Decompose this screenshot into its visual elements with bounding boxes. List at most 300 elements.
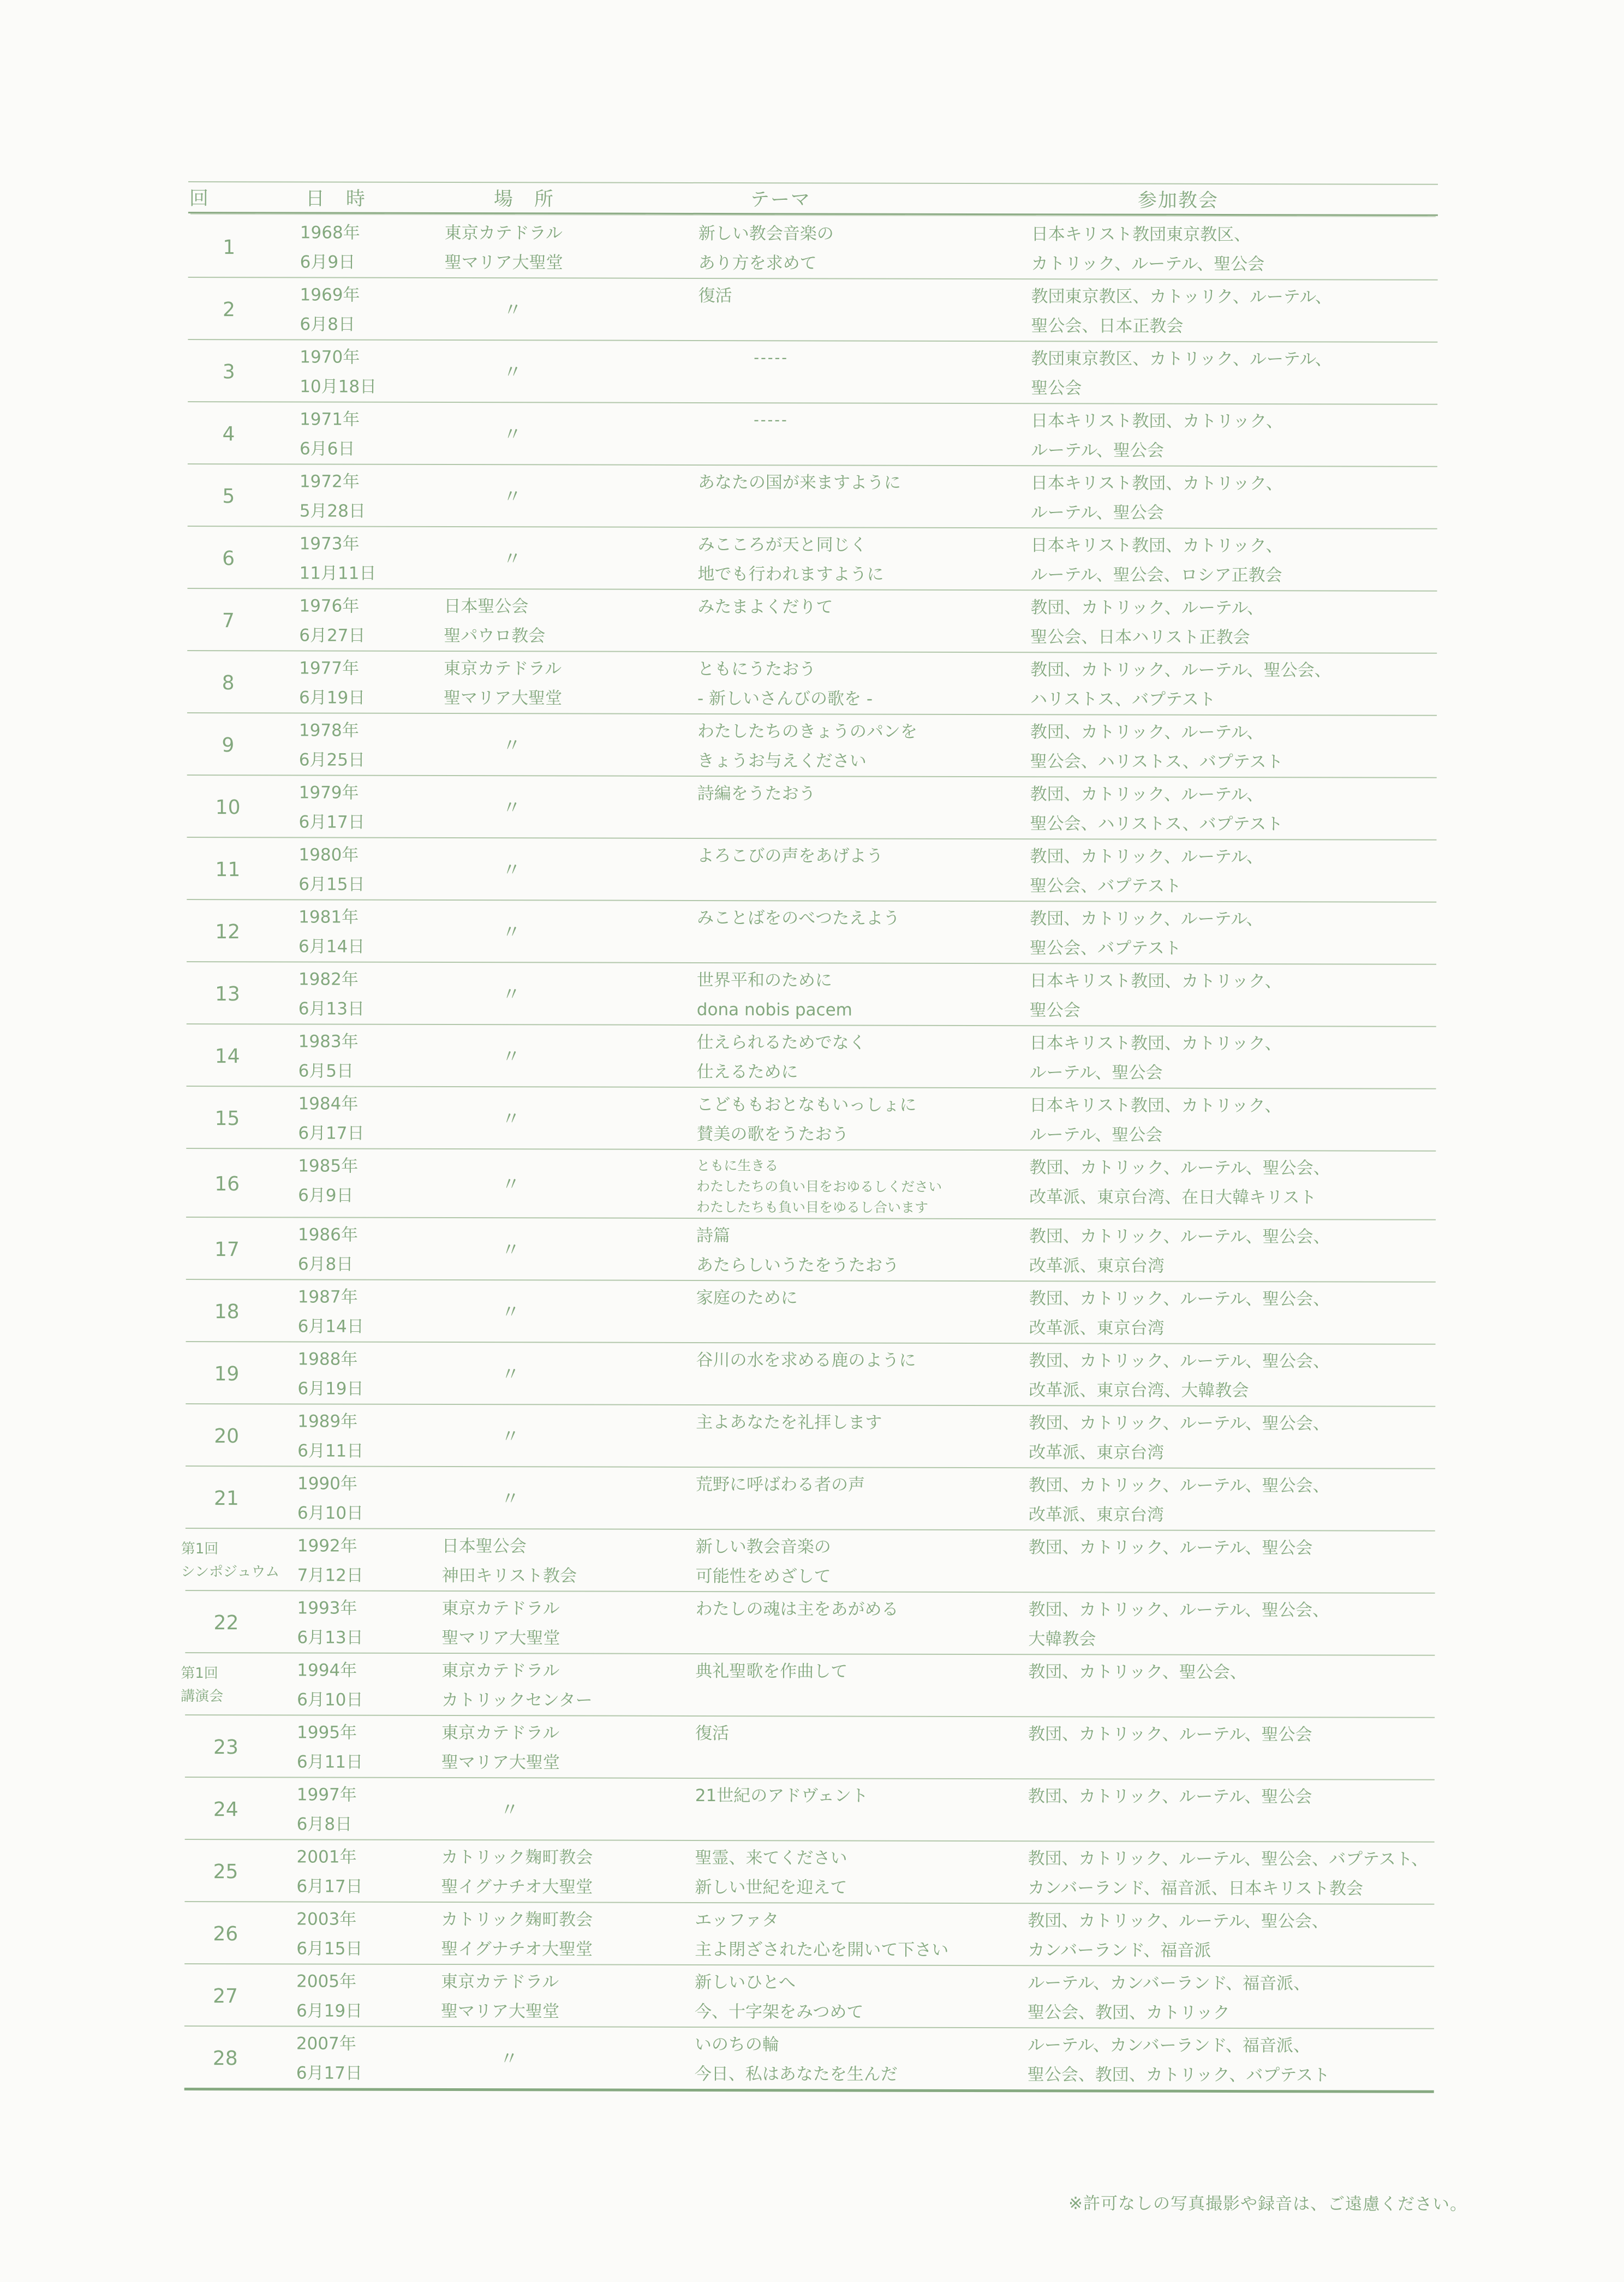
date-cell xyxy=(297,1593,441,1653)
round-number xyxy=(186,1172,268,1195)
cell-line: 詩篇 xyxy=(696,1225,730,1246)
cell-line: 教団、カトリック、ルーテル、聖公会、 xyxy=(1028,1475,1330,1496)
round-number-cell xyxy=(181,1531,297,1590)
cell-line: あり方を求めて xyxy=(698,253,817,273)
cell-line: 東京カテドラル xyxy=(441,1971,559,1992)
cell-line: 〃 xyxy=(503,361,522,384)
cell-line: みことばをのべつたえよう xyxy=(697,908,900,928)
cell-line: 谷川の水を求める鹿のように xyxy=(696,1350,916,1371)
cell-line: 14 xyxy=(214,1045,240,1068)
round-number xyxy=(188,547,270,569)
cell-line: 聖公会、日本正教会 xyxy=(1031,316,1184,336)
cell-line: 6月10日 xyxy=(297,1503,364,1523)
round-number-cell xyxy=(181,1655,297,1714)
cell-line: 日本キリスト教団、カトリック、 xyxy=(1029,971,1282,992)
cell-line: 〃 xyxy=(501,1239,520,1261)
place-cell xyxy=(444,529,697,589)
date-cell xyxy=(297,1718,441,1777)
cell-line: 〃 xyxy=(502,921,521,944)
cell-line: 6月14日 xyxy=(298,937,365,957)
cell-line: 24 xyxy=(213,1798,238,1821)
theme-cell xyxy=(695,1905,1028,1965)
date-cell xyxy=(296,1842,441,1902)
table-row xyxy=(186,1342,1435,1407)
place-cell xyxy=(443,1152,696,1218)
cell-line: 聖マリア大聖堂 xyxy=(444,252,563,273)
cell-line: 10月18日 xyxy=(300,377,377,397)
cell-line: 1972年 xyxy=(299,472,360,492)
participants-cell xyxy=(1031,468,1437,528)
theme-cell xyxy=(696,1532,1029,1592)
round-number-cell xyxy=(187,591,299,650)
theme-cell xyxy=(696,1152,1029,1218)
participants-cell xyxy=(1030,1028,1436,1088)
place-cell xyxy=(443,965,697,1024)
table-row xyxy=(186,1280,1436,1345)
table-row xyxy=(188,278,1437,343)
round-number-cell xyxy=(185,1718,297,1777)
cell-line: 東京カテドラル xyxy=(441,1723,560,1743)
cell-line: 教団、カトリック、ルーテル、聖公会、バプテスト、 xyxy=(1028,1849,1429,1869)
cell-line: 〃 xyxy=(503,424,522,446)
cell-line: 教団、カトリック、ルーテル、 xyxy=(1030,909,1263,930)
theme-cell xyxy=(698,343,1031,403)
cell-line: 聖公会、ハリストス、バプテスト xyxy=(1030,814,1283,835)
cell-line: 〃 xyxy=(502,859,521,881)
round-number xyxy=(187,796,269,818)
round-number xyxy=(185,1798,267,1820)
cell-line: 〃 xyxy=(501,1173,521,1196)
cell-line: 教団東京教区、カトリック、ルーテル、 xyxy=(1031,349,1332,370)
table-row xyxy=(185,1715,1435,1780)
cell-line: カトリック麹町教会 xyxy=(441,1909,593,1930)
cell-line: 改革派、東京台湾、在日大韓キリスト xyxy=(1029,1187,1317,1208)
header-place: 場 所 xyxy=(493,188,554,211)
cell-line: 聖マリア大聖堂 xyxy=(441,1752,560,1773)
theme-cell xyxy=(696,1408,1029,1467)
theme-cell xyxy=(697,966,1030,1025)
cell-line: 18 xyxy=(214,1300,240,1323)
participants-cell xyxy=(1031,282,1437,342)
participants-cell xyxy=(1028,1719,1435,1779)
date-cell xyxy=(298,778,443,837)
theme-cell xyxy=(695,1657,1028,1716)
cell-line: 日本キリスト教団、カトリック、 xyxy=(1029,1095,1282,1116)
round-number xyxy=(186,1425,267,1447)
cell-line: 2 xyxy=(223,298,236,321)
round-number-cell xyxy=(186,1344,297,1403)
cell-line: 聖公会 xyxy=(1029,1000,1080,1021)
theme-cell xyxy=(696,1090,1029,1149)
cell-line: 11月11日 xyxy=(299,563,377,583)
table-rows xyxy=(181,216,1438,2093)
cell-line: 11 xyxy=(215,858,241,881)
date-cell xyxy=(300,218,445,277)
header-date: 日 時 xyxy=(305,188,366,210)
cell-line: 聖公会、教団、カトリック xyxy=(1027,2003,1230,2023)
cell-line: 1971年 xyxy=(300,409,360,430)
cell-line: 6月13日 xyxy=(297,1628,363,1648)
place-cell xyxy=(441,1594,695,1653)
cell-line: 日本聖公会 xyxy=(441,1536,527,1557)
cell-line: 5 xyxy=(222,485,235,508)
cell-line: 教団、カトリック、ルーテル、聖公会、 xyxy=(1029,1226,1330,1247)
theme-cell xyxy=(697,592,1030,652)
cell-line: 新しいひとへ xyxy=(695,1972,796,1993)
participants-cell xyxy=(1030,904,1436,964)
cell-line: 教団、カトリック、ルーテル、聖公会 xyxy=(1028,1538,1313,1558)
table-row xyxy=(181,1653,1435,1718)
theme-cell xyxy=(697,654,1030,714)
cell-line: 改革派、東京台湾 xyxy=(1029,1443,1165,1463)
cell-line: ルーテル、カンバーランド、福音派、 xyxy=(1027,2035,1310,2056)
cell-line: 〃 xyxy=(501,1426,520,1448)
cell-line: 今、十字架をみつめて xyxy=(694,2001,864,2022)
round-number xyxy=(188,298,270,320)
cell-line: 1984年 xyxy=(298,1094,359,1114)
place-cell xyxy=(443,1089,696,1149)
cell-line: 聖公会、バプテスト xyxy=(1030,938,1181,958)
round-number xyxy=(184,2047,266,2069)
theme-cell xyxy=(696,1221,1029,1280)
place-cell xyxy=(442,1532,696,1591)
cell-line: 6月27日 xyxy=(299,625,366,646)
cell-line: ルーテル、聖公会 xyxy=(1029,1125,1163,1145)
table-row xyxy=(188,402,1437,467)
cell-line: 1978年 xyxy=(298,720,359,741)
cell-line: 27 xyxy=(213,1985,238,2007)
cell-line: ----- xyxy=(754,412,789,429)
date-cell xyxy=(297,1780,441,1839)
date-cell xyxy=(299,653,444,713)
date-cell xyxy=(296,2029,441,2088)
cell-line: 1982年 xyxy=(298,969,359,990)
cell-line: - 新しいさんびの歌を - xyxy=(697,688,873,709)
participants-cell xyxy=(1029,1533,1435,1593)
cell-line: 仕えられるためでなく xyxy=(696,1032,866,1053)
cell-line: ----- xyxy=(754,349,789,367)
cell-line: 教団、カトリック、ルーテル、聖公会、 xyxy=(1028,1600,1330,1620)
cell-line: わたしたちのきょうのパンを xyxy=(697,721,917,742)
theme-cell xyxy=(695,1968,1028,2027)
cell-line: 仕えるために xyxy=(696,1062,798,1082)
round-number-cell xyxy=(187,1027,298,1086)
cell-line: 〃 xyxy=(503,299,522,321)
participants-cell xyxy=(1029,1346,1435,1406)
cell-line: 6月8日 xyxy=(300,314,355,335)
table-row xyxy=(184,1902,1434,1967)
round-number-cell xyxy=(186,1282,298,1341)
cell-line: 6月15日 xyxy=(298,874,365,895)
cell-line: 1973年 xyxy=(299,534,360,554)
cell-line: わたしたちも負い目をゆるし合います xyxy=(696,1199,929,1216)
participants-cell xyxy=(1028,1595,1435,1655)
cell-line: 1969年 xyxy=(300,285,360,305)
table-header-row xyxy=(188,181,1438,216)
header-participants: 参加教会 xyxy=(1137,189,1219,212)
cell-line: 6月19日 xyxy=(296,2001,363,2021)
round-number xyxy=(186,1300,268,1322)
date-cell xyxy=(298,1089,443,1148)
cell-line: 1981年 xyxy=(298,907,359,927)
cell-line: 教団、カトリック、ルーテル、 xyxy=(1030,722,1264,743)
round-number-cell xyxy=(184,2029,296,2088)
cell-line: 6月6日 xyxy=(299,439,355,459)
participants-cell xyxy=(1031,406,1437,466)
header-round: 回 xyxy=(189,188,210,210)
cell-line: 〃 xyxy=(501,1363,520,1386)
date-cell xyxy=(298,1027,443,1086)
cell-line: 教団東京教区、カトッリク、ルーテル、 xyxy=(1031,287,1332,307)
cell-line: 〃 xyxy=(501,1046,521,1068)
participants-cell xyxy=(1029,1284,1436,1344)
cell-line: 聖イグナチオ大聖堂 xyxy=(441,1939,593,1959)
place-cell xyxy=(441,1967,695,2027)
date-cell xyxy=(298,1151,443,1217)
cell-line: 聖マリア大聖堂 xyxy=(440,2001,560,2022)
cell-line: 講演会 xyxy=(181,1688,224,1705)
participants-cell xyxy=(1029,1153,1436,1219)
participants-cell xyxy=(1030,842,1436,902)
place-cell xyxy=(444,467,698,527)
cell-line: 12 xyxy=(215,920,241,943)
place-cell xyxy=(443,1220,696,1280)
round-number-cell xyxy=(185,1593,297,1652)
cell-line: わたしたちの負い目をおゆるしください xyxy=(696,1178,942,1195)
cell-line: 6月17日 xyxy=(296,2063,362,2083)
cell-line: 主よ閉ざされた心を開いて下さい xyxy=(695,1939,949,1960)
cell-line: 聖マリア大聖堂 xyxy=(443,688,563,708)
cell-line: 第1回 xyxy=(181,1665,218,1682)
cell-line: 教団、カトリック、ルーテル、聖公会 xyxy=(1028,1786,1312,1807)
date-cell xyxy=(300,404,444,464)
date-cell xyxy=(298,902,443,962)
theme-cell xyxy=(696,1345,1029,1405)
round-number-cell xyxy=(187,653,299,712)
cell-line: 6月8日 xyxy=(297,1254,354,1274)
round-number xyxy=(186,1362,267,1385)
cell-line: 15 xyxy=(214,1107,240,1130)
cell-line: 4 xyxy=(222,422,235,445)
round-number-cell xyxy=(186,1407,297,1465)
round-number xyxy=(185,1611,267,1634)
cell-line: 1968年 xyxy=(300,223,360,243)
round-number-cell xyxy=(184,1842,296,1901)
place-cell xyxy=(443,1283,696,1342)
cell-line: 大韓教会 xyxy=(1028,1629,1096,1649)
place-cell xyxy=(443,1027,697,1087)
cell-line: よろこびの声をあげよう xyxy=(697,845,883,866)
participants-cell xyxy=(1029,1408,1435,1468)
cell-line: 20 xyxy=(214,1425,240,1447)
cell-line: 1995年 xyxy=(297,1723,357,1743)
cell-line: あなたの国が来ますように xyxy=(697,472,901,493)
table-row xyxy=(188,216,1438,281)
cell-line: 1987年 xyxy=(297,1287,358,1307)
cell-line: 世界平和のために xyxy=(696,970,832,991)
participants-cell xyxy=(1029,1091,1436,1151)
cell-line: 東京カテドラル xyxy=(444,223,563,243)
cell-line: 1977年 xyxy=(299,658,360,678)
cell-line: ともにうたおう xyxy=(697,659,816,680)
participants-cell xyxy=(1030,593,1437,653)
cell-line: 詩編をうたおう xyxy=(697,783,816,804)
place-cell xyxy=(441,2029,695,2089)
cell-line: 荒野に呼ばわる者の声 xyxy=(695,1474,865,1495)
cell-line: わたしの魂は主をあがめる xyxy=(695,1599,899,1619)
cell-line: 日本キリスト教団、カトリック、 xyxy=(1031,411,1283,432)
cell-line: 19 xyxy=(214,1362,240,1385)
cell-line: 東京カテドラル xyxy=(444,658,562,679)
cell-line: 聖イグナチオ大聖堂 xyxy=(441,1876,593,1897)
cell-line: 教団、カトリック、聖公会、 xyxy=(1028,1662,1247,1683)
cell-line: 28 xyxy=(212,2047,238,2070)
round-number xyxy=(187,1045,268,1067)
cell-line: 22 xyxy=(213,1611,239,1634)
round-number xyxy=(187,734,269,756)
round-number-cell xyxy=(187,964,298,1023)
cell-line: シンポジュウム xyxy=(181,1563,280,1581)
round-number-cell xyxy=(186,1151,298,1217)
table-row xyxy=(187,962,1436,1027)
cell-line: 〃 xyxy=(502,797,521,819)
date-cell xyxy=(298,840,443,899)
participants-cell xyxy=(1029,1222,1436,1282)
cell-line: 〃 xyxy=(502,735,521,757)
cell-line: 1997年 xyxy=(296,1785,357,1805)
cell-line: 9 xyxy=(222,734,235,756)
cell-line: 〃 xyxy=(500,1488,520,1510)
table-row xyxy=(187,838,1436,903)
cell-line: 教団、カトリック、ルーテル、聖公会、 xyxy=(1029,1351,1330,1372)
cell-line: 8 xyxy=(222,671,235,694)
round-number-cell xyxy=(185,1780,297,1839)
cell-line: 東京カテドラル xyxy=(441,1598,560,1619)
cell-line: 6月10日 xyxy=(297,1690,363,1710)
cell-line: 主よあなたを礼拝します xyxy=(696,1412,882,1433)
cell-line: 第1回 xyxy=(181,1540,219,1558)
cell-line: エッファタ xyxy=(695,1910,779,1931)
theme-cell xyxy=(697,717,1030,776)
cell-line: 〃 xyxy=(503,548,522,570)
participants-cell xyxy=(1030,717,1437,777)
cell-line: 13 xyxy=(214,982,240,1005)
cell-line: カトリック麹町教会 xyxy=(441,1847,593,1868)
cell-line: 今日、私はあなたを生んだ xyxy=(694,2064,898,2084)
round-number xyxy=(186,1487,267,1509)
table-row xyxy=(186,1149,1436,1220)
place-cell xyxy=(442,1345,696,1404)
date-cell xyxy=(299,591,444,651)
place-cell xyxy=(443,841,697,900)
round-number xyxy=(185,1736,267,1758)
cell-line: 1989年 xyxy=(297,1411,358,1432)
cell-line: 教団、カトリック、ルーテル、 xyxy=(1030,598,1264,618)
date-cell xyxy=(297,1407,442,1466)
cell-line: 1970年 xyxy=(300,347,360,367)
cell-line: 神田キリスト教会 xyxy=(441,1565,577,1586)
cell-line: 日本聖公会 xyxy=(444,596,529,617)
participants-cell xyxy=(1030,655,1437,715)
place-cell xyxy=(444,716,697,776)
cell-line: ルーテル、聖公会 xyxy=(1029,1063,1163,1083)
cell-line: 6月9日 xyxy=(298,1185,354,1206)
participants-cell xyxy=(1030,779,1436,839)
table-row xyxy=(187,713,1437,778)
cell-line: みたまよくだりて xyxy=(697,597,833,617)
cell-line: 日本キリスト教団東京教区、 xyxy=(1031,224,1251,245)
cell-line: 6月19日 xyxy=(297,1379,364,1399)
cell-line: 23 xyxy=(213,1736,238,1759)
round-number-cell xyxy=(184,1967,296,2025)
participants-cell xyxy=(1030,531,1437,591)
cell-line: みこころが天と同じく xyxy=(697,534,867,555)
header-theme: テーマ xyxy=(750,189,811,211)
cell-line: 改革派、東京台湾 xyxy=(1028,1505,1164,1525)
participants-cell xyxy=(1028,1657,1435,1717)
cell-line: 1986年 xyxy=(297,1225,358,1245)
cell-line: 2005年 xyxy=(296,1971,357,1992)
table-row xyxy=(188,340,1437,405)
cell-line: 1990年 xyxy=(297,1474,357,1494)
cell-line: 6月15日 xyxy=(296,1939,363,1959)
participants-cell xyxy=(1028,1844,1434,1904)
cell-line: ハリストス、バプテスト xyxy=(1030,689,1216,710)
cell-line: 6月25日 xyxy=(298,750,365,770)
event-history-table xyxy=(181,181,1438,2093)
cell-line: 改革派、東京台湾 xyxy=(1029,1318,1165,1338)
cell-line: 聖霊、来てください xyxy=(695,1848,847,1868)
theme-cell xyxy=(698,281,1031,341)
cell-line: 地でも行われますように xyxy=(697,564,884,585)
date-cell xyxy=(300,280,444,339)
participants-cell xyxy=(1028,1968,1434,2028)
cell-line: 1 xyxy=(223,236,236,259)
cell-line: 教団、カトリック、ルーテル、聖公会 xyxy=(1028,1724,1312,1745)
place-cell xyxy=(444,405,698,464)
footer-note: ※許可なしの写真撮影や録音は、ご遠慮ください。 xyxy=(1068,2194,1468,2214)
date-cell xyxy=(296,1904,441,1964)
date-cell xyxy=(299,529,444,588)
round-number xyxy=(188,485,270,507)
round-number-cell xyxy=(187,840,298,899)
place-cell xyxy=(444,654,697,713)
place-cell xyxy=(441,1780,695,1840)
cell-line: 1994年 xyxy=(297,1660,357,1681)
cell-line: 新しい教会音楽の xyxy=(695,1536,831,1557)
table-row xyxy=(181,1529,1435,1594)
cell-line: 聖公会、教団、カトリック、バプテスト xyxy=(1027,2065,1330,2086)
cell-line: ルーテル、聖公会、ロシア正教会 xyxy=(1030,565,1282,586)
theme-cell xyxy=(695,1843,1028,1903)
cell-line: 21 xyxy=(213,1487,239,1510)
place-cell xyxy=(441,1843,695,1902)
round-number xyxy=(188,236,270,258)
cell-line: 教団、カトリック、ルーテル、聖公会、 xyxy=(1029,1289,1330,1309)
date-cell xyxy=(298,1220,443,1279)
cell-line: こどももおとなもいっしょに xyxy=(696,1094,917,1115)
date-cell xyxy=(297,1531,442,1590)
cell-line: 聖パウロ教会 xyxy=(444,625,546,646)
cell-line: 7 xyxy=(222,609,235,632)
cell-line: 17 xyxy=(214,1238,240,1261)
table-row xyxy=(187,900,1436,965)
cell-line: 6月11日 xyxy=(297,1441,364,1461)
participants-cell xyxy=(1031,219,1438,279)
cell-line: カンバーランド、福音派 xyxy=(1028,1940,1211,1961)
cell-line: 教団、カトリック、ルーテル、聖公会、 xyxy=(1029,1158,1330,1178)
round-number-cell xyxy=(187,902,298,961)
